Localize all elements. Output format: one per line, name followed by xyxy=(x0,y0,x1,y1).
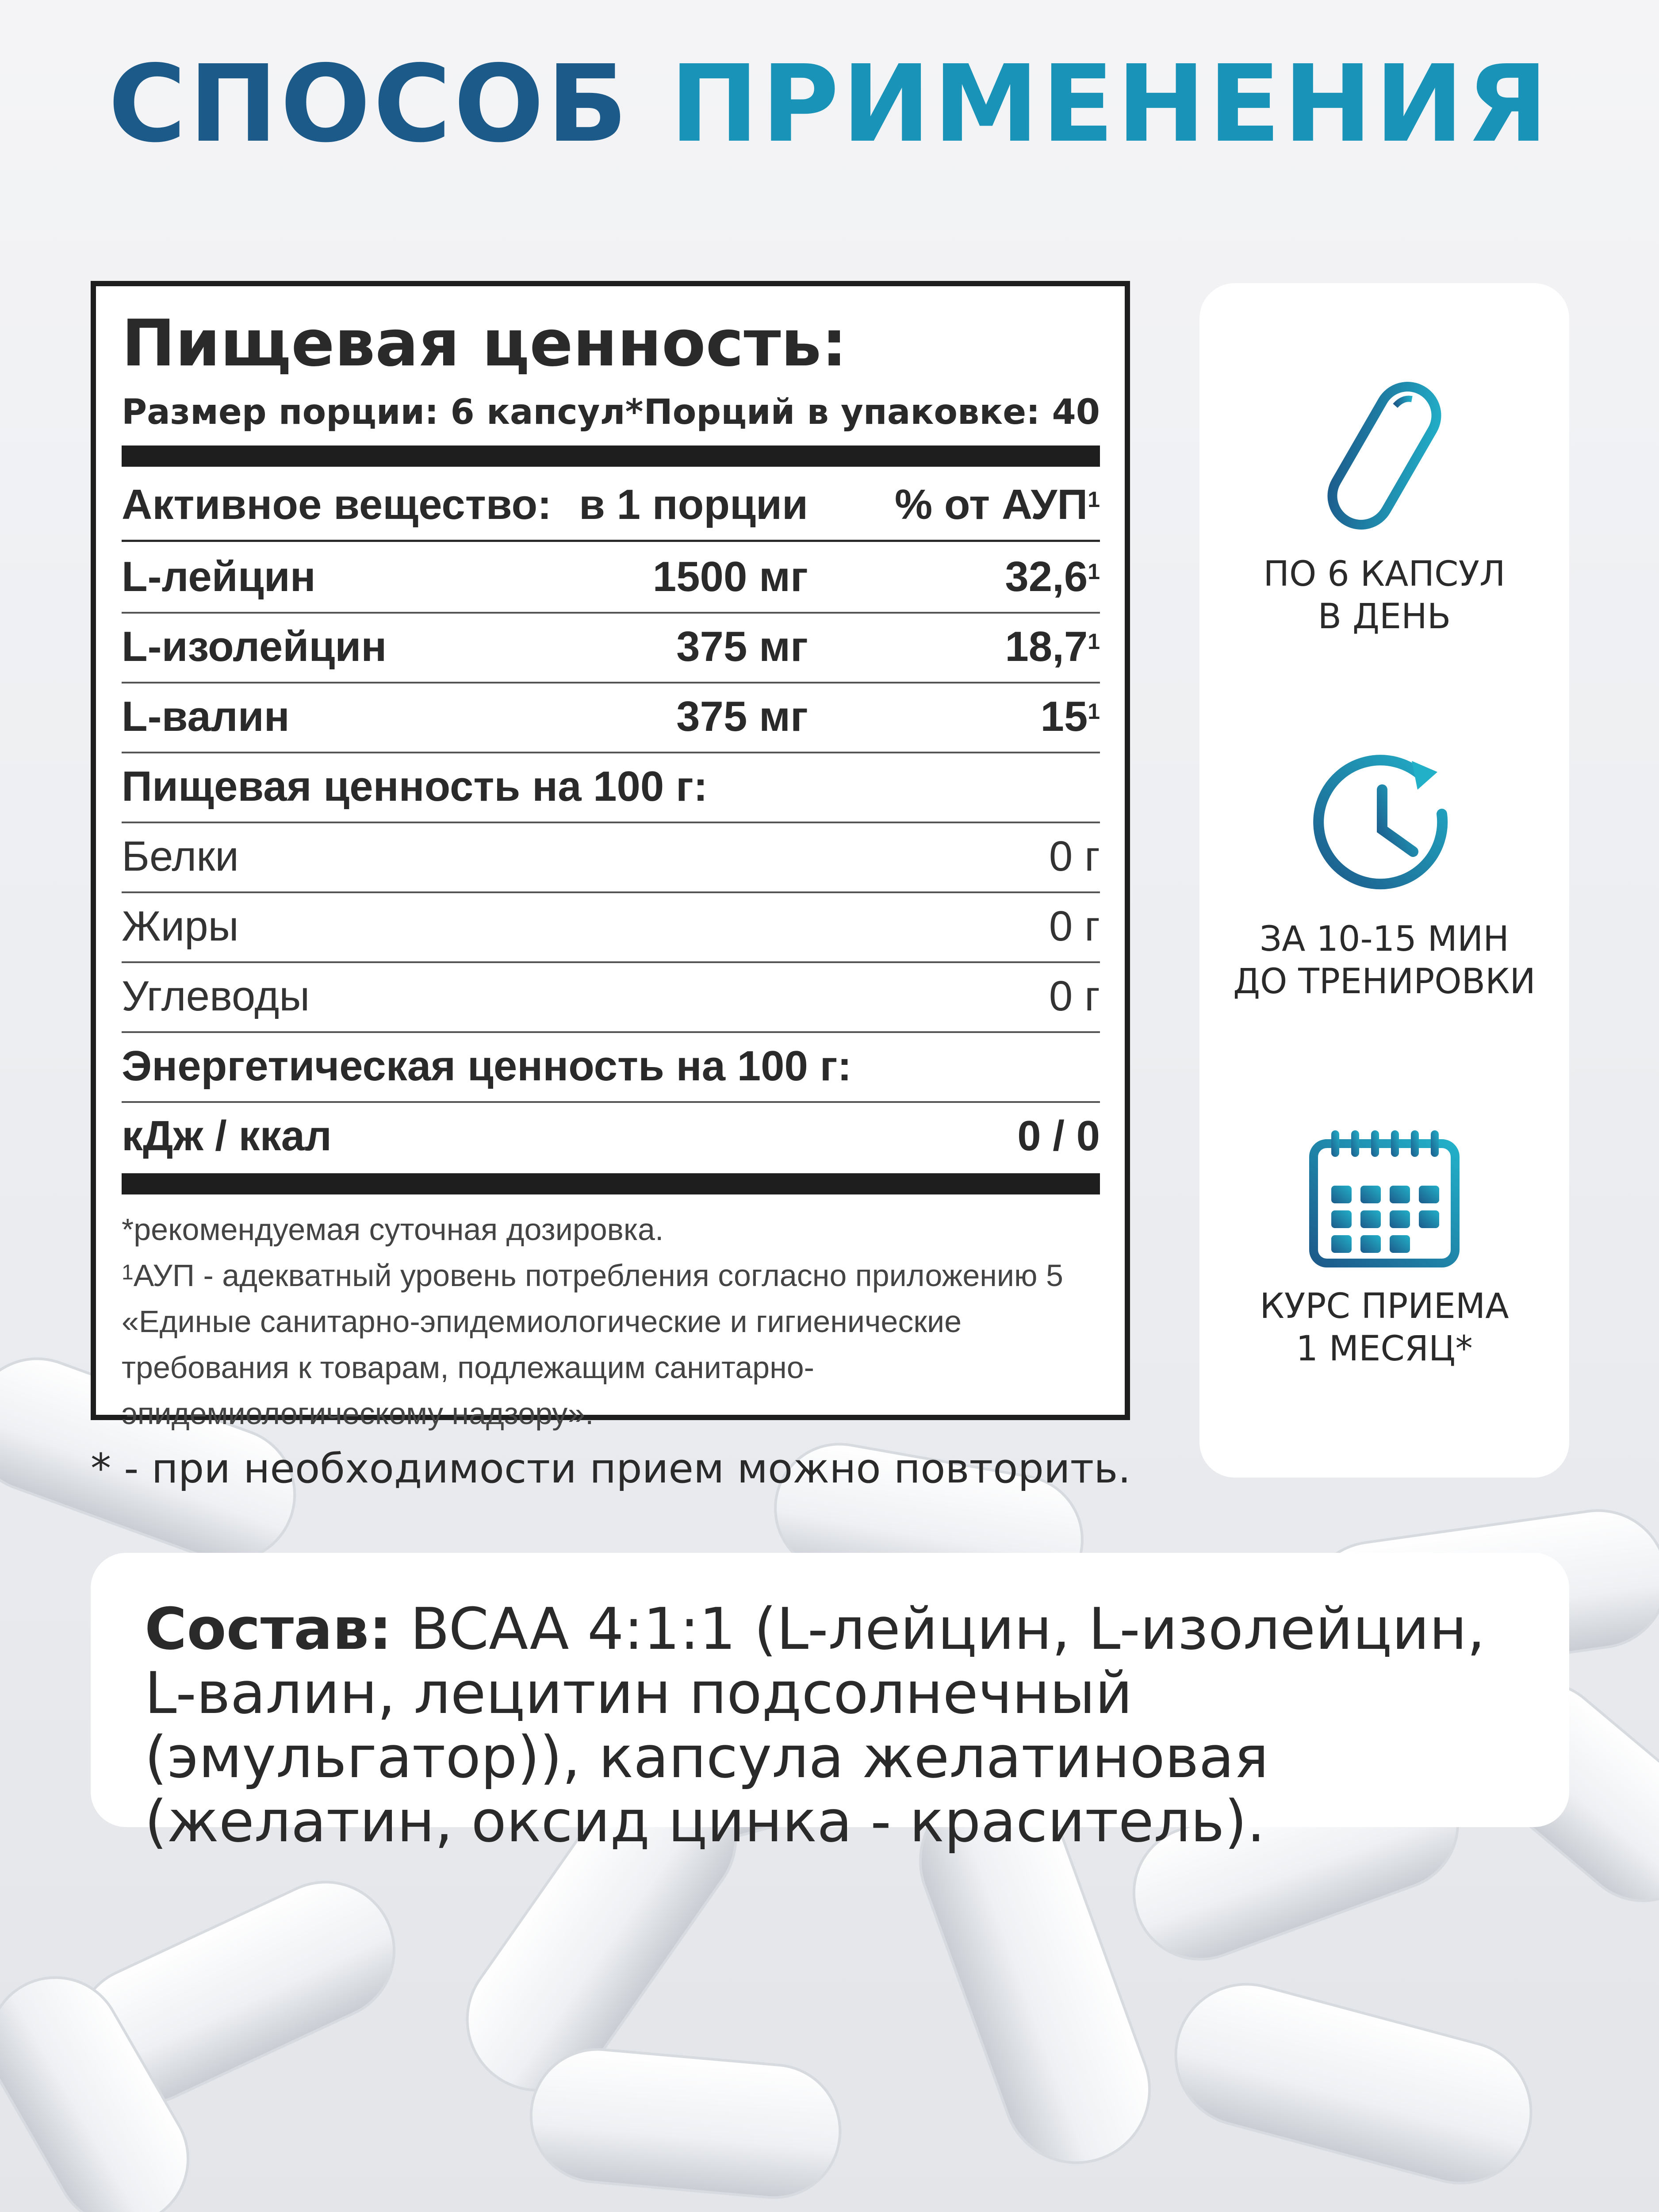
substance-amount: 375 мг xyxy=(676,623,808,670)
composition-text xyxy=(145,1597,1538,1854)
table-header-row xyxy=(122,470,1100,542)
energy-name: кДж / ккал xyxy=(122,1112,332,1160)
footnotes xyxy=(122,1206,1100,1436)
table-row xyxy=(122,822,1100,893)
usage-caption: ЗА 10-15 МИН ДО ТРЕНИРОВКИ xyxy=(1233,919,1536,1002)
energy-heading: Энергетическая ценность на 100 г: xyxy=(122,1042,852,1090)
per100-heading-row xyxy=(122,752,1100,823)
substance-percent: 32,6$^1$ xyxy=(1005,553,1100,600)
page-title-word2: ПРИМЕНЕНИЯ xyxy=(670,42,1551,166)
nutrient-value: 0 г xyxy=(1049,972,1100,1020)
header-per-serving: в 1 порции xyxy=(579,481,808,528)
serving-info xyxy=(122,390,1100,434)
substance-percent: 18,7$^1$ xyxy=(1005,623,1100,670)
table-row xyxy=(122,961,1100,1033)
footnote-dosage: *рекомендуемая суточная дозировка. xyxy=(122,1212,664,1247)
nutrient-name: Углеводы xyxy=(122,972,310,1020)
substance-amount: 375 мг xyxy=(676,693,808,740)
nutrition-heading: Пищевая ценность: xyxy=(122,306,847,381)
substance-name: L-валин xyxy=(122,693,290,740)
capsule-icon xyxy=(1199,376,1569,535)
footnote-aup: $^1$АУП - адекватный уровень потребления согласно приложению 5 «Единые санитарно-эпидемиологические и гигиенические требования к товарам, подлежащим санитарно-эпидемиологическому надзору». xyxy=(122,1258,1063,1431)
nutrition-panel xyxy=(91,281,1130,1431)
substance-percent: $15^1$ xyxy=(1040,693,1100,740)
nutrient-value: 0 г xyxy=(1049,902,1100,950)
composition-box xyxy=(91,1553,1569,1855)
serving-size: Размер порции: 6 капсул* xyxy=(122,392,644,432)
substance-name: L-изолейцин xyxy=(122,623,387,670)
clock-icon xyxy=(1199,748,1569,898)
usage-caption: ПО 6 КАПСУЛ В ДЕНЬ xyxy=(1263,554,1506,637)
header-percent: % от АУП$^1$ xyxy=(894,481,1100,528)
servings-per-pack: Порций в упаковке: 40 xyxy=(644,392,1100,432)
energy-heading-row xyxy=(122,1031,1100,1103)
nutrient-value: 0 г xyxy=(1049,833,1100,880)
composition-label: Состав: xyxy=(145,1595,392,1663)
per100-heading: Пищевая ценность на 100 г: xyxy=(122,763,708,810)
energy-value: 0 / 0 xyxy=(1017,1112,1100,1160)
table-row xyxy=(122,542,1100,614)
calendar-icon xyxy=(1199,1124,1569,1270)
page-title xyxy=(0,31,1659,177)
divider-thick xyxy=(122,445,1100,467)
usage-card xyxy=(1199,283,1569,1478)
nutrient-name: Жиры xyxy=(122,902,239,950)
divider-thick xyxy=(122,1173,1100,1194)
page-title-word1: СПОСОБ xyxy=(108,42,630,166)
substance-name: L-лейцин xyxy=(122,553,316,600)
composition-body: BCAA 4:1:1 (L-лейцин, L-изолейцин, L-валин, лецитин подсолнечный (эмульгатор)), капсула желатиновая (желатин, оксид цинка - краситель). xyxy=(145,1595,1485,1855)
table-row xyxy=(122,891,1100,963)
header-substance: Активное вещество: xyxy=(122,481,552,528)
usage-caption: КУРС ПРИЕМА 1 МЕСЯЦ* xyxy=(1260,1286,1509,1369)
table-row xyxy=(122,612,1100,684)
table-row xyxy=(122,1101,1100,1171)
substance-amount: 1500 мг xyxy=(652,553,808,600)
nutrient-name: Белки xyxy=(122,833,239,880)
repeat-note: * - при необходимости прием можно повторить. xyxy=(91,1445,1131,1492)
table-row xyxy=(122,682,1100,753)
